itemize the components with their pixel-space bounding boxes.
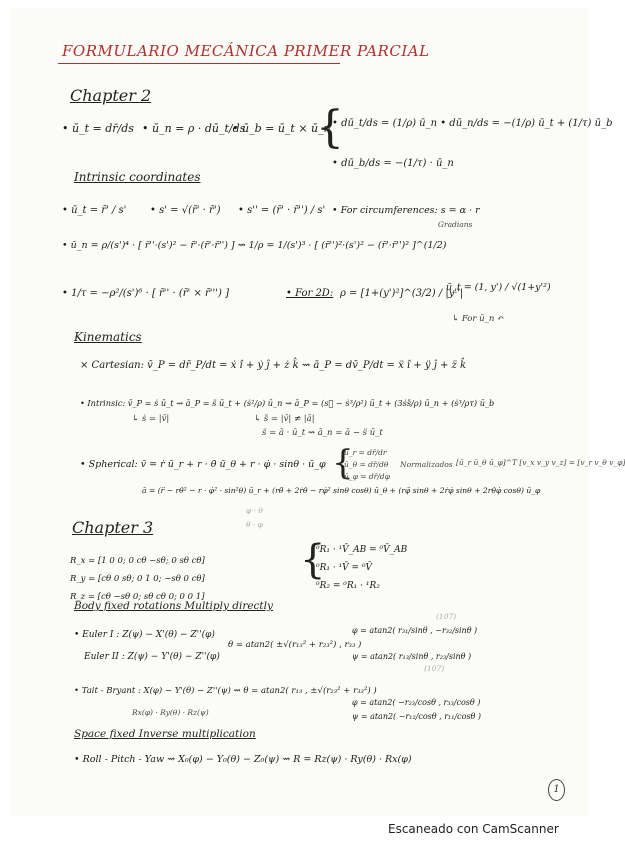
faint-note-2: (107) (424, 664, 445, 673)
frenet-formula-1: • dū_t/ds = (1/ρ) ū_n • dū_n/ds = −(1/ρ) ū_t + (1/τ) ū_b (332, 118, 613, 129)
scanner-watermark: Escaneado con CamScanner (388, 822, 559, 836)
margin-note-2: θ · φ (246, 520, 263, 529)
euler-theta-formula: θ = atan2( ±√(r₁₃² + r₂₃²) , r₃₃ ) (228, 640, 362, 650)
circumference-arc-length: • For circumferences: s = α · r (332, 205, 480, 216)
rotation-matrix-z: R_z = [cθ −sθ 0; sθ cθ 0; 0 0 1] (70, 592, 205, 602)
chapter-3-heading: Chapter 3 (72, 518, 154, 537)
spherical-unit-brace: { (332, 443, 354, 483)
intrinsic-s-double-prime: • s'' = (r̄' · r̄'') / s' (238, 205, 326, 216)
kinematics-heading: Kinematics (74, 330, 142, 344)
intrinsic-kinematics: • Intrinsic: v̄_P = ṡ ū_t ⇝ ā_P = s̈ ū_t + (ṡ²/ρ) ū_n ⇝ ā_P = (s⃛ − ṡ³/ρ²) ū_t + (3ṡṡ̈/ρ) ū_n + (ṡ³/ρτ) ū_b (80, 398, 495, 408)
radius-2d-formula: ρ = [1+(y')²]^(3/2) / |y''| (340, 288, 464, 299)
tait-bryan-sequence: • Tait - Bryant : X(φ) − Y'(θ) − Z''(ψ) ⇝ θ = atan2( r₁₃ , ±√(r₂₃² + r₃₃²) ) (74, 686, 377, 696)
rotation-matrix-x: R_x = [1 0 0; 0 cθ −sθ; 0 sθ cθ] (70, 556, 205, 566)
intrinsic-note-accel-magnitude: ↳ ṡ̈ = |v̄| ≠ |ā| (254, 414, 315, 424)
euler-2-sequence: Euler II : Z(ψ) − Y'(θ) − Z''(φ) (84, 652, 220, 662)
frenet-brace: { (316, 102, 344, 153)
gradians-note: Gradians (438, 220, 473, 229)
normalizados-label: Normalizados (400, 460, 453, 469)
spherical-unit-theta: ū_θ = dr̄/dθ (344, 460, 389, 469)
tait-bryan-psi: ψ = atan2( −r₁₂/cosθ , r₁₁/cosθ ) (352, 712, 482, 721)
euler-psi-formula: ψ = atan2( r₁₃/sinθ , r₂₃/sinθ ) (352, 652, 472, 661)
faint-note-1: (107) (436, 612, 457, 621)
unit-binormal-definition: • ū_b = ū_t × ū_n (232, 122, 331, 135)
intrinsic-ut: • ū_t = r̄' / s' (62, 205, 127, 216)
spherical-matrix-equation: [ū_r ū_θ ū_φ]^T [v_x v_y v_z] = [v_r v_θ v_φ] (456, 458, 625, 467)
tait-bryan-product: Rx(φ) · Ry(θ) · Rz(ψ) (132, 708, 209, 717)
frame-transform-1: ⁰R₁ · ¹V̄_AB = ⁰V̄_AB (316, 545, 408, 555)
unit-tangent-definition: • ū_t = dr̄/ds (62, 122, 134, 135)
cartesian-kinematics: × Cartesian: v̄_P = dr̄_P/dt = ẋ î + ẏ ĵ + ż k̂ ⇝ ā_P = dv̄_P/dt = ẍ î + ÿ ĵ + z̈ k̂ (80, 360, 467, 371)
page-number: 1 (548, 779, 565, 801)
unit-normal-definition: • ū_n = ρ · dū_t/ds (142, 122, 246, 135)
intrinsic-coordinates-heading: Intrinsic coordinates (74, 170, 201, 184)
intrinsic-un-and-curvature: • ū_n = ρ/(s')⁴ · [ r̄''·(s')² − r̄'·(r̄'·r̄'') ] ⇝ 1/ρ = 1/(s')³ · [ (r̄'')²·(s')² − (r̄'·r̄'')² ]^(1/2) (62, 240, 447, 251)
chapter-2-heading: Chapter 2 (70, 86, 152, 105)
intrinsic-s-prime: • s' = √(r̄' · r̄') (150, 205, 221, 216)
frame-transform-2: ⁰R₁ · ¹V̄ = ⁰V̄ (316, 563, 373, 573)
frame-transform-brace: { (300, 537, 326, 583)
title-underline (58, 63, 340, 64)
intrinsic-note-normal-accel: s̈ = ā · ū_t ⇝ ā_n = ā − s̈ ū_t (262, 428, 383, 438)
euler-phi-formula: φ = atan2( r₃₁/sinθ , −r₃₂/sinθ ) (352, 626, 478, 635)
tait-bryan-phi: φ = atan2( −r₂₃/cosθ , r₃₃/cosθ ) (352, 698, 481, 707)
page-title: FORMULARIO MECÁNICA PRIMER PARCIAL (62, 42, 430, 60)
intrinsic-note-speed: ↳ ṡ = |v̄| (132, 414, 170, 424)
space-fixed-heading: Space fixed Inverse multiplication (74, 728, 256, 740)
tangent-2d-formula: ū_t = (1, y') / √(1+y'²) (446, 282, 551, 293)
spherical-unit-phi: ū_φ = dr̄/dφ (344, 472, 390, 481)
rotation-matrix-y: R_y = [cθ 0 sθ; 0 1 0; −sθ 0 cθ] (70, 574, 205, 584)
margin-note-1: φ · θ (246, 506, 263, 515)
roll-pitch-yaw: • Roll - Pitch - Yaw ⇝ X₀(φ) − Y₀(θ) − Z₀(ψ) ⇝ R = Rz(ψ) · Ry(θ) · Rx(φ) (74, 754, 412, 765)
tangent-2d-note: ↳ For ū_n ↶ (452, 314, 505, 324)
torsion-formula: • 1/τ = −ρ²/(s')⁶ · [ r̄'' · (r̄' × r̄''') ] (62, 288, 230, 299)
for-2d-label: • For 2D: (286, 288, 334, 299)
body-fixed-heading: Body fixed rotations Multiply directly (74, 600, 273, 612)
euler-1-sequence: • Euler I : Z(ψ) − X'(θ) − Z''(φ) (74, 630, 215, 640)
frame-transform-3: ⁰R₂ = ⁰R₁ · ¹R₂ (316, 581, 380, 591)
spherical-velocity: • Spherical: v̄ = ṙ ū_r + r · θ̇ ū_θ + r · φ̇ · sinθ · ū_φ (80, 459, 326, 470)
spherical-unit-r: ū_r = dr̄/dr (344, 448, 387, 457)
spherical-acceleration: ā = (r̈ − rθ̇² − r · φ̇² · sin²θ) ū_r + (rθ̈ + 2ṙθ̇ − rφ̇² sinθ cosθ) ū_θ + (rφ̈ sinθ + 2ṙφ̇ sinθ + 2rθ̇φ̇ cosθ) ū_φ (142, 486, 541, 495)
frenet-formula-2: • dū_b/ds = −(1/τ) · ū_n (332, 158, 454, 169)
